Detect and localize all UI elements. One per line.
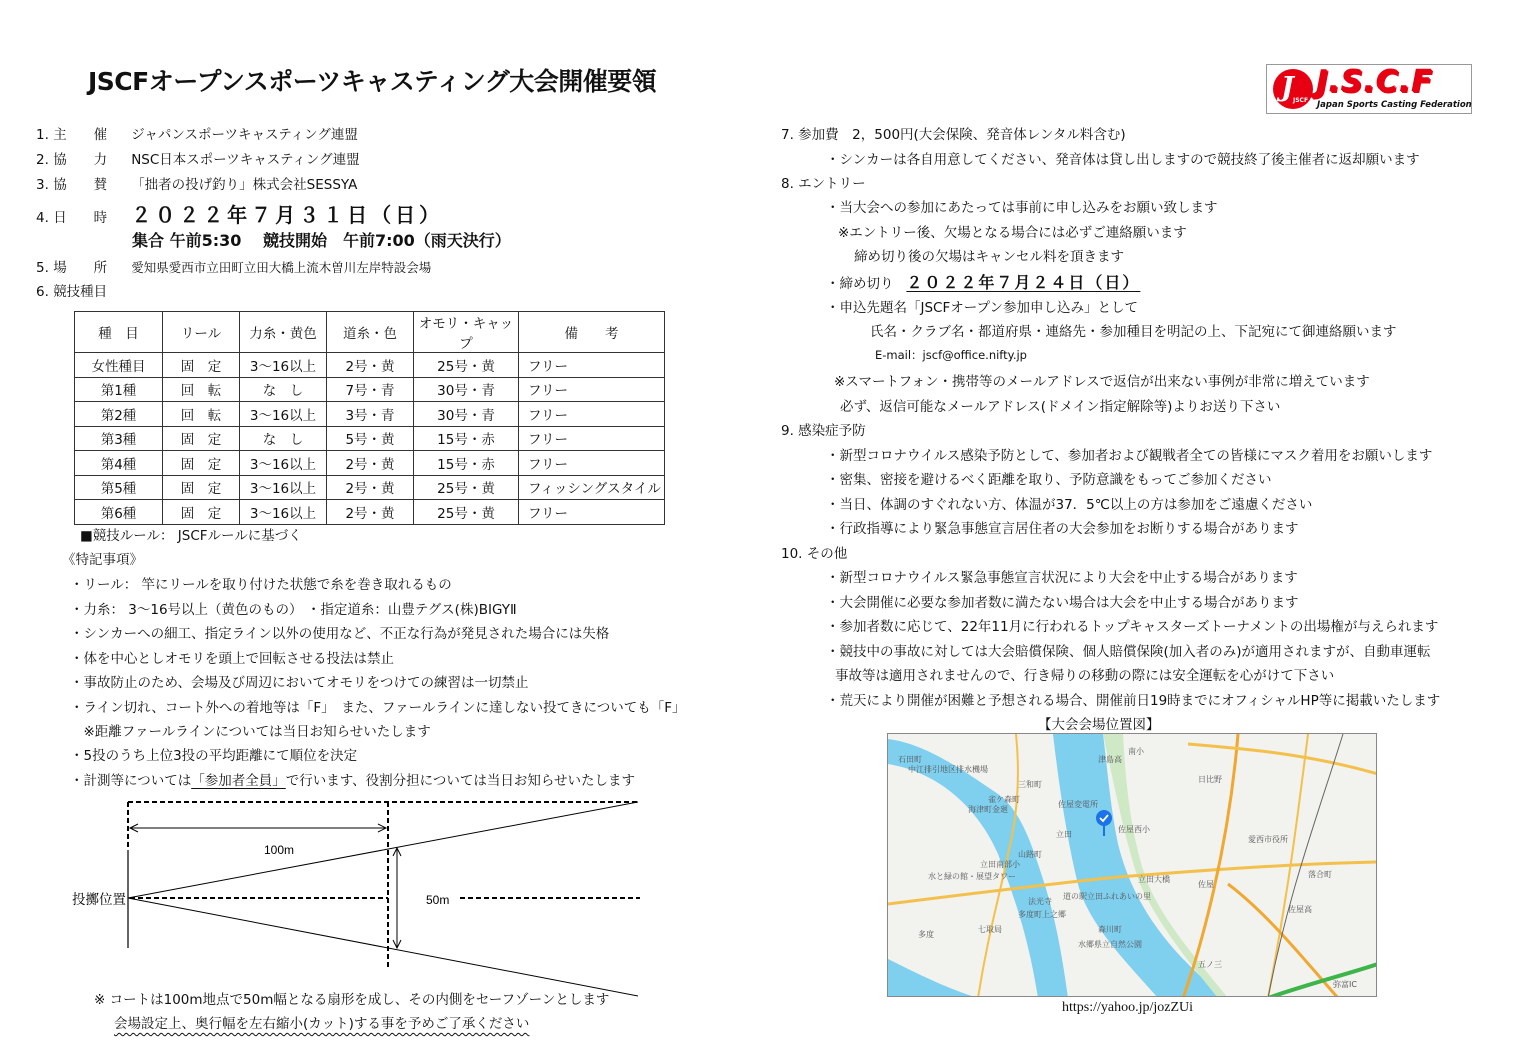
table-row bbox=[75, 475, 665, 500]
infection-heading: 9. 感染症予防 bbox=[781, 423, 866, 439]
item-cooperation: 2. 協 力 NSC日本スポーツキャスティング連盟 bbox=[36, 152, 360, 168]
throw-position-label: 投擲位置 bbox=[72, 892, 126, 908]
jscf-emblem-icon: J JSCF bbox=[1273, 69, 1313, 109]
table-cell: 第4種 bbox=[75, 451, 163, 476]
other-line: ・競技中の事故に対しては大会賠償保険、個人賠償保険(加入者のみ)が適用されますが、自動車運転 bbox=[826, 644, 1431, 660]
map-label: 津島高 bbox=[1098, 755, 1122, 764]
deadline-row: ・締め切り ２０２２年７月２４日（日） bbox=[826, 273, 1141, 292]
table-cell: 3～16以上 bbox=[240, 451, 327, 476]
table-cell: 3号・青 bbox=[327, 402, 414, 427]
map-label: 石田町 bbox=[898, 755, 922, 764]
col-header: 備 考 bbox=[519, 312, 665, 353]
col-header: 道糸・色 bbox=[327, 312, 414, 353]
table-cell: 3～16以上 bbox=[240, 353, 327, 378]
map-label: 海津町金廻 bbox=[968, 805, 1008, 814]
map-label: 南小 bbox=[1128, 747, 1144, 756]
sector-lower-line bbox=[128, 898, 638, 996]
list-item: ・力糸： 3～16号以上（黄色のもの） ・指定道糸：山豊テグス(株)BIGYⅡ bbox=[70, 602, 517, 618]
table-cell: 第3種 bbox=[75, 426, 163, 451]
table-cell: 2号・黄 bbox=[327, 500, 414, 525]
map-heading: 【大会会場位置図】 bbox=[1038, 717, 1160, 733]
item-sponsor: 3. 協 賛 「拙者の投げ釣り」株式会社SESSYA bbox=[36, 177, 358, 193]
map-label: 水と緑の館・展望タワー bbox=[928, 872, 1016, 881]
table-cell: 第5種 bbox=[75, 475, 163, 500]
table-cell: 30号・青 bbox=[414, 377, 519, 402]
all-participants-emphasis: 「参加者全員」 bbox=[191, 773, 286, 789]
table-cell: フリー bbox=[519, 402, 665, 427]
jscf-logo bbox=[1266, 64, 1472, 114]
map-label: 日比野 bbox=[1198, 775, 1222, 784]
list-item: ・事故防止のため、会場及び周辺においてオモリをつけての練習は一切禁止 bbox=[70, 675, 529, 691]
table-cell: 3～16以上 bbox=[240, 500, 327, 525]
table-cell: 女性種目 bbox=[75, 353, 163, 378]
events-table bbox=[74, 311, 665, 525]
infection-line: ・密集、密接を避けるべく距離を取り、予防意識をもってご参加ください bbox=[826, 472, 1272, 488]
item-date: 4. 日 時 ２０２２年７月３１日（日） bbox=[36, 203, 444, 227]
table-cell: 固 定 bbox=[163, 475, 240, 500]
map-label: 山路町 bbox=[1018, 850, 1042, 859]
map-label: 水郷県立自然公園 bbox=[1078, 940, 1142, 949]
table-header-row bbox=[75, 312, 665, 353]
rule-line: ■競技ルール： JSCFルールに基づく bbox=[80, 528, 302, 544]
table-cell: 固 定 bbox=[163, 451, 240, 476]
court-diagram bbox=[60, 790, 660, 1005]
map-label: 多度町上之郷 bbox=[1018, 910, 1066, 919]
table-cell: フリー bbox=[519, 353, 665, 378]
map-label: 愛西市役所 bbox=[1248, 835, 1288, 844]
table-cell: 2号・黄 bbox=[327, 451, 414, 476]
map-label: 三和町 bbox=[1018, 780, 1042, 789]
other-heading: 10. その他 bbox=[781, 546, 848, 562]
list-item: ・ライン切れ、コート外への着地等は「F」 また、ファールラインに達しない投てきについても「F」 bbox=[70, 700, 686, 716]
map-label: 七取局 bbox=[978, 925, 1002, 934]
entry-heading: 8. エントリー bbox=[781, 176, 866, 192]
entry-line: ※エントリー後、欠場となる場合には必ずご連絡願います bbox=[838, 225, 1187, 241]
event-time: 集合 午前5:30 競技開始 午前7:00（雨天決行） bbox=[132, 231, 511, 250]
table-cell: 固 定 bbox=[163, 353, 240, 378]
apply-line: ・申込先題名「JSCFオープン参加申し込み」として bbox=[826, 300, 1139, 316]
width-label: 50m bbox=[426, 893, 450, 907]
venue-map[interactable] bbox=[887, 733, 1377, 997]
item-venue: 5. 場 所 愛知県愛西市立田町立田大橋上流木曽川左岸特設会場 bbox=[36, 260, 432, 276]
table-cell: フィッシングスタイル bbox=[519, 475, 665, 500]
list-item: ・計測等については「参加者全員」で行います、役割分担については当日お知らせいたします bbox=[70, 773, 635, 789]
map-label: 雀ケ森町 bbox=[988, 795, 1020, 804]
distance-label: 100m bbox=[264, 843, 295, 857]
apply-line: 必ず、返信可能なメールアドレス(ドメイン指定解除等)よりお送り下さい bbox=[840, 399, 1281, 415]
fee-note: ・シンカーは各自用意してください、発音体は貸し出しますので競技終了後主催者に返却願います bbox=[826, 152, 1420, 168]
infection-line: ・当日、体調のすぐれない方、体温が37．5℃以上の方は参加をご遠慮ください bbox=[826, 497, 1313, 513]
map-label: 道の駅立田ふれあいの里 bbox=[1063, 892, 1151, 901]
event-date: ２０２２年７月３１日（日） bbox=[131, 203, 444, 227]
table-row bbox=[75, 402, 665, 427]
special-notes-heading: 《特記事項》 bbox=[62, 552, 143, 568]
map-label: 佐屋高 bbox=[1288, 905, 1312, 914]
list-item: ・5投のうち上位3投の平均距離にて順位を決定 bbox=[70, 748, 358, 764]
table-cell: 15号・赤 bbox=[414, 426, 519, 451]
table-cell: 回 転 bbox=[163, 402, 240, 427]
table-cell: フリー bbox=[519, 451, 665, 476]
other-line: ・新型コロナウイルス緊急事態宣言状況により大会を中止する場合があります bbox=[826, 570, 1298, 586]
table-cell: 7号・青 bbox=[327, 377, 414, 402]
map-label: 佐屋西小 bbox=[1118, 825, 1150, 834]
map-label: 落合町 bbox=[1308, 870, 1332, 879]
table-cell: 第2種 bbox=[75, 402, 163, 427]
table-cell: 25号・黄 bbox=[414, 475, 519, 500]
map-label: 中江排引地区排水機場 bbox=[908, 765, 988, 774]
list-item: ・体を中心としオモリを頭上で回転させる投法は禁止 bbox=[70, 651, 394, 667]
col-header: オモリ・キャップ bbox=[414, 312, 519, 353]
table-row bbox=[75, 353, 665, 378]
entry-line: 締め切り後の欠場はキャンセル料を頂きます bbox=[854, 249, 1124, 265]
table-cell: フリー bbox=[519, 426, 665, 451]
col-header: 力糸・黄色 bbox=[240, 312, 327, 353]
table-row bbox=[75, 451, 665, 476]
apply-line: ※スマートフォン・携帯等のメールアドレスで返信が出来ない事例が非常に増えています bbox=[834, 374, 1370, 390]
fee-heading: 7. 参加費 2，500円(大会保険、発音体レンタル料含む) bbox=[781, 127, 1126, 143]
map-label: 立田大橋 bbox=[1138, 875, 1170, 884]
table-cell: 5号・黄 bbox=[327, 426, 414, 451]
infection-line: ・行政指導により緊急事態宣言居住者の大会参加をお断りする場合があります bbox=[826, 521, 1299, 537]
table-cell: フリー bbox=[519, 500, 665, 525]
court-caption: ※ コートは100m地点で50m幅となる扇形を成し、その内側をセーフゾーンとします bbox=[94, 992, 610, 1008]
map-url-link[interactable]: https://yahoo.jp/jozZUi bbox=[1062, 1000, 1194, 1015]
table-cell: な し bbox=[240, 377, 327, 402]
map-label: 多度 bbox=[918, 930, 934, 939]
sector-upper-line bbox=[128, 802, 638, 898]
col-header: 種 目 bbox=[75, 312, 163, 353]
entry-line: ・当大会への参加にあたっては事前に申し込みをお願い致します bbox=[826, 200, 1218, 216]
map-label: 五ノ三 bbox=[1198, 960, 1222, 969]
table-cell: 2号・黄 bbox=[327, 353, 414, 378]
logo-subtitle: Japan Sports Casting Federation bbox=[1317, 100, 1472, 110]
table-row bbox=[75, 377, 665, 402]
other-line: ・参加者数に応じて、22年11月に行われるトップキャスターズトーナメントの出場権が与えられます bbox=[826, 619, 1439, 635]
map-label: 立田 bbox=[1056, 830, 1072, 839]
table-cell: 固 定 bbox=[163, 500, 240, 525]
list-item: ・シンカーへの細工、指定ライン以外の使用など、不正な行為が発見された場合には失格 bbox=[70, 626, 610, 642]
table-cell: 25号・黄 bbox=[414, 353, 519, 378]
table-cell: 2号・黄 bbox=[327, 475, 414, 500]
map-label: 佐屋 bbox=[1198, 880, 1214, 889]
other-line: ・荒天により開催が困難と予想される場合、開催前日19時までにオフィシャルHP等に掲載いたします bbox=[826, 693, 1441, 709]
table-cell: な し bbox=[240, 426, 327, 451]
logo-wordmark: J.S.C.F bbox=[1317, 65, 1434, 100]
col-header: リール bbox=[163, 312, 240, 353]
court-caption-note: 会場設定上、奥行幅を左右縮小(カット)する事を予めご了承ください bbox=[114, 1016, 530, 1032]
table-cell: 3～16以上 bbox=[240, 402, 327, 427]
map-label: 佐屋変電所 bbox=[1058, 800, 1098, 809]
item-events-heading: 6. 競技種目 bbox=[36, 284, 108, 300]
map-label: 法光寺 bbox=[1028, 897, 1052, 906]
list-item: ・リール： 竿にリールを取り付けた状態で糸を巻き取れるもの bbox=[70, 577, 452, 593]
table-cell: 固 定 bbox=[163, 426, 240, 451]
table-row bbox=[75, 426, 665, 451]
table-cell: 回 転 bbox=[163, 377, 240, 402]
infection-line: ・新型コロナウイルス感染予防として、参加者および観戦者全ての皆様にマスク着用をお願いします bbox=[826, 448, 1433, 464]
table-cell: フリー bbox=[519, 377, 665, 402]
item-organizer: 1. 主 催 ジャパンスポーツキャスティング連盟 bbox=[36, 127, 358, 143]
list-item: ※距離ファールラインについては当日お知らせいたします bbox=[70, 724, 431, 740]
deadline-date: ２０２２年７月２４日（日） bbox=[906, 273, 1141, 292]
other-line: 事故等は適用されませんので、行き帰りの移動の際には安全運転を心がけて下さい bbox=[835, 668, 1335, 684]
table-cell: 25号・黄 bbox=[414, 500, 519, 525]
map-label: 弥富IC bbox=[1333, 980, 1357, 989]
map-label: 立田南部小 bbox=[980, 860, 1020, 869]
table-cell: 3～16以上 bbox=[240, 475, 327, 500]
table-cell: 30号・青 bbox=[414, 402, 519, 427]
table-cell: 15号・赤 bbox=[414, 451, 519, 476]
other-line: ・大会開催に必要な参加者数に満たない場合は大会を中止する場合があります bbox=[826, 595, 1299, 611]
map-label: 森川町 bbox=[1098, 925, 1122, 934]
table-cell: 第6種 bbox=[75, 500, 163, 525]
email-address[interactable]: E-mail：jscf@office.nifty.jp bbox=[875, 348, 1027, 362]
table-row bbox=[75, 500, 665, 525]
table-cell: 第1種 bbox=[75, 377, 163, 402]
apply-line: 氏名・クラブ名・都道府県・連絡先・参加種目を明記の上、下記宛にて御連絡願います bbox=[870, 324, 1397, 340]
document-title: JSCFオープンスポーツキャスティング大会開催要領 bbox=[88, 67, 657, 96]
